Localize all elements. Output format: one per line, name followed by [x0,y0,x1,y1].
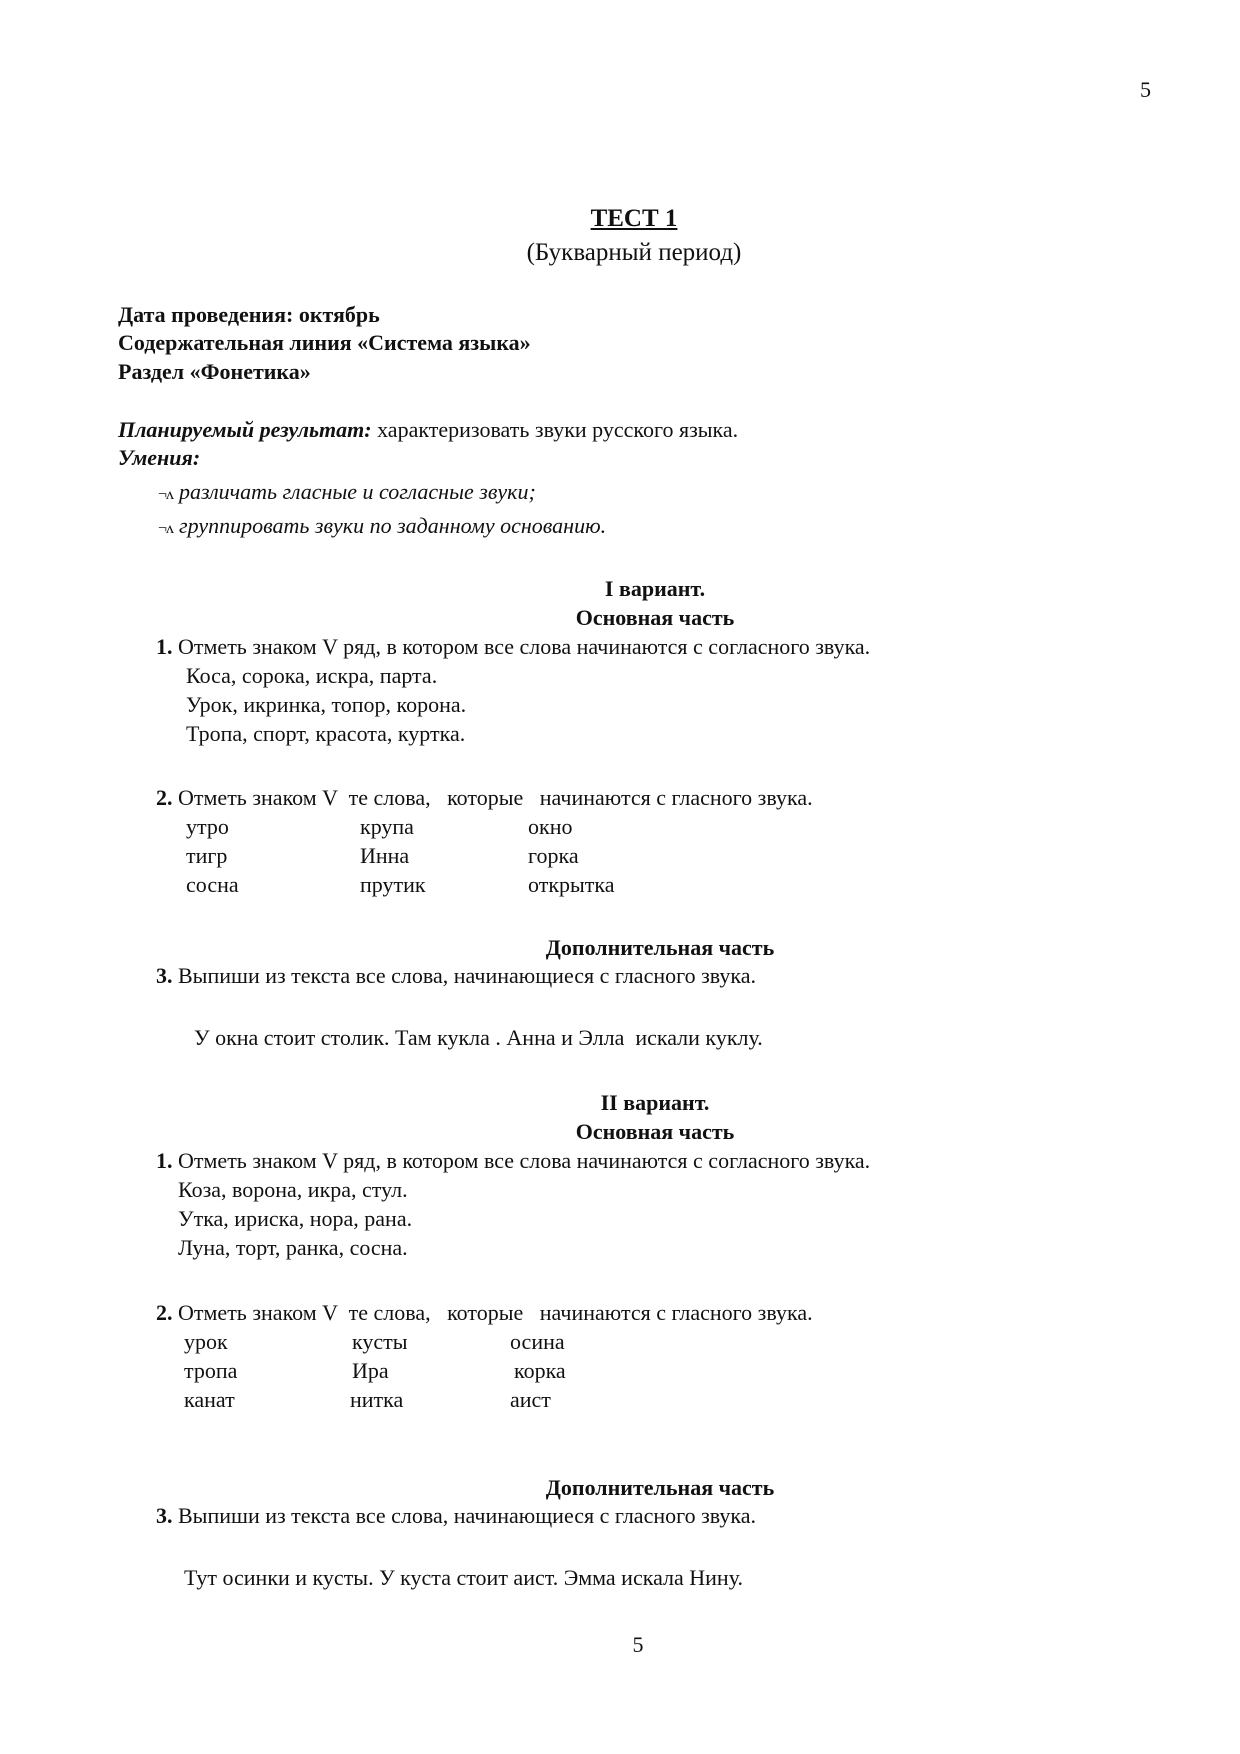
q-number: 2. [156,785,173,810]
variant2-q2-word: аист [510,1387,551,1412]
variant2-q2-word: нитка [350,1387,404,1412]
variant1-q2-word: открытка [528,872,615,897]
variant1-q2-word: утро [186,814,229,839]
bullet-icon: ¬ʌ [158,520,174,537]
variant1-q2-word: сосна [186,872,239,897]
variant2-q2-word: Ира [352,1358,389,1383]
planned-result-text: характеризовать звуки русского языка. [371,417,739,442]
variant1-q1-row: Коса, сорока, искра, парта. [186,663,438,688]
variant1-q2-word: прутик [360,872,426,897]
page-title: ТЕСТ 1 [590,205,678,232]
page-number-bottom: 5 [632,1632,644,1657]
variant2-main-part: Основная часть [575,1119,735,1144]
page-number-top: 5 [1140,77,1151,102]
q-text: Выпиши из текста все слова, начинающиеся с гласного звука. [172,1503,757,1528]
variant2-heading: II вариант. [600,1090,710,1115]
bullet-icon: ¬ʌ [158,486,174,503]
skill-text: группировать звуки по заданному основанию. [179,513,607,538]
q-number: 2. [156,1300,173,1325]
planned-result-label: Планируемый результат: [118,417,372,442]
variant2-q3-passage: Тут осинки и кусты. У куста стоит аист. Эмма искала Нину. [184,1565,744,1590]
q-text: Отметь знаком V ряд, в котором все слова начинаются с согласного звука. [172,634,871,659]
variant2-q3 [156,1505,756,1527]
skills-label: Умения: [118,445,201,470]
variant2-extra-part: Дополнительная часть [545,1475,775,1500]
variant1-heading: I вариант. [604,576,706,601]
meta-date: Дата проведения: октябрь [118,302,380,327]
q-number: 1. [156,634,173,659]
variant1-q1 [156,636,870,658]
variant2-q1-row: Луна, торт, ранка, сосна. [178,1235,408,1260]
planned-result [118,419,738,441]
variant2-q2-word: канат [184,1387,235,1412]
q-number: 3. [156,963,173,988]
q-number: 3. [156,1503,173,1528]
variant2-q2 [156,1302,813,1324]
variant1-q1-row: Урок, икринка, топор, корона. [186,692,467,717]
meta-section: Раздел «Фонетика» [118,359,311,384]
variant1-q2-word: окно [528,814,573,839]
variant1-q2 [156,787,813,809]
meta-content-line: Содержательная линия «Система языка» [118,330,531,355]
variant2-q2-word: тропа [184,1358,238,1383]
q-number: 1. [156,1148,173,1173]
variant2-q2-word: урок [184,1329,228,1354]
variant1-q1-row: Тропа, спорт, красота, куртка. [186,721,466,746]
variant1-q3-passage: У окна стоит столик. Там кукла . Анна и Элла искали куклу. [194,1025,763,1050]
variant1-q2-word: тигр [186,843,228,868]
variant2-q1-row: Коза, ворона, икра, стул. [178,1177,408,1202]
variant2-q1 [156,1150,870,1172]
variant1-q2-word: Инна [360,843,410,868]
variant2-q2-word: корка [514,1358,566,1383]
q-text: Отметь знаком V ряд, в котором все слова начинаются с согласного звука. [172,1148,871,1173]
variant2-q1-row: Утка, ириска, нора, рана. [178,1206,413,1231]
skill-item [158,515,606,537]
variant2-q2-word: кусты [352,1329,408,1354]
variant1-main-part: Основная часть [575,605,735,630]
variant1-q2-word: крупа [360,814,414,839]
variant1-extra-part: Дополнительная часть [545,935,775,960]
skill-item [158,481,536,503]
page-subtitle: (Букварный период) [526,239,742,266]
variant1-q2-word: горка [528,843,579,868]
variant1-q3 [156,965,756,987]
q-text: Выпиши из текста все слова, начинающиеся с гласного звука. [172,963,757,988]
variant2-q2-word: осина [510,1329,565,1354]
q-text: Отметь знаком V те слова, которые начинаются с гласного звука. [172,1300,813,1325]
q-text: Отметь знаком V те слова, которые начинаются с гласного звука. [172,785,813,810]
skill-text: различать гласные и согласные звуки; [179,479,536,504]
